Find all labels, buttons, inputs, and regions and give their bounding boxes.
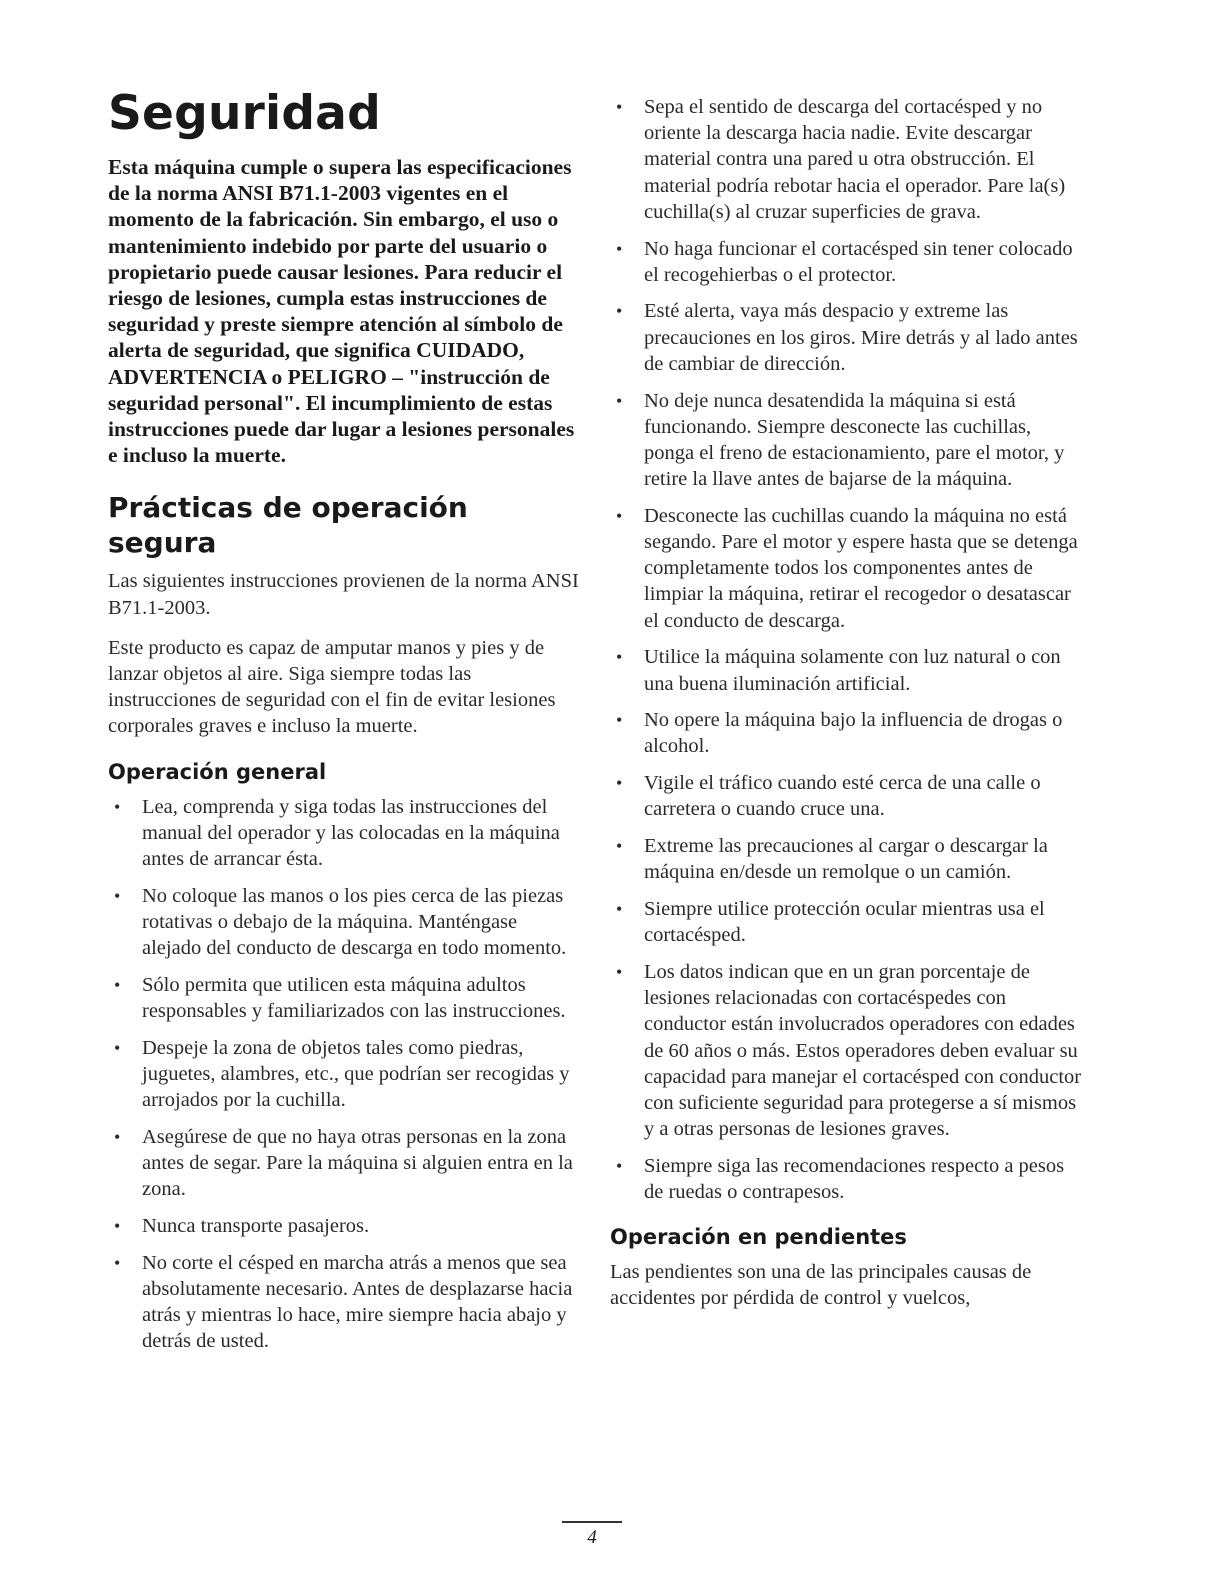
bullet-icon: • (616, 836, 623, 857)
bullet-icon: • (616, 773, 623, 794)
list-item (610, 298, 1086, 377)
list-item-text: Lea, comprenda y siga todas las instrucciones del manual del operador y las colocadas en la máquina antes de arrancar ésta. (142, 795, 560, 871)
subsection-title-general: Operación general (108, 759, 327, 784)
bullet-icon: • (616, 238, 623, 259)
bullet-icon: • (616, 710, 623, 731)
intro-text-4: – "instrucción de seguridad personal". El incumplimiento de estas instrucciones puede dar lugar a lesiones personales e incluso la muerte. (108, 364, 575, 468)
bullet-icon: • (616, 647, 623, 668)
section-title: Prácticas de operación segura (108, 491, 468, 560)
right-column (610, 94, 1086, 1326)
list-item (610, 959, 1086, 1142)
bullet-icon: • (616, 390, 623, 411)
list-item-text: Desconecte las cuchillas cuando la máquina no está segando. Pare el motor y espere hasta que se detenga completamente todos los componentes antes de limpiar la máquina, retirar el recogedor o desatascar el conducto de descarga. (644, 504, 1078, 632)
bullet-icon: • (114, 1037, 121, 1058)
list-item-text: Sepa el sentido de descarga del cortacésped y no oriente la descarga hacia nadie. Evite descargar material contra una pared u otra obstrucción. El material podría rebotar hacia el operador. Pare la(s) cuchilla(s) al cruzar superficies de grava. (644, 96, 1066, 223)
general-operation-list (108, 794, 580, 1355)
bullet-icon: • (114, 1216, 121, 1236)
bullet-icon: • (616, 898, 623, 919)
bullet-icon: • (616, 1155, 623, 1176)
list-item (610, 896, 1086, 948)
list-item (108, 1035, 580, 1114)
subsection-title-slopes: Operación en pendientes (610, 1225, 907, 1250)
bullet-icon: • (616, 97, 623, 117)
list-item (610, 388, 1086, 493)
standard-paragraph: Las siguientes instrucciones provienen de la norma ANSI B71.1-2003. (108, 570, 579, 619)
list-item (108, 883, 580, 962)
intro-signal-words-2: PELIGRO (287, 364, 387, 389)
list-item-text: Siempre utilice protección ocular mientras usa el cortacésped. (644, 897, 1045, 947)
list-item-text: Vigile el tráfico cuando esté cerca de una calle o carretera o cuando cruce una. (644, 772, 1041, 821)
bullet-icon: • (616, 961, 623, 982)
list-item (610, 833, 1086, 885)
list-item-text: Esté alerta, vaya más despacio y extreme las precauciones en los giros. Mire detrás y al lado antes de cambiar de dirección. (644, 300, 1078, 375)
list-item (108, 1213, 580, 1239)
page-number: 4 (587, 1527, 597, 1548)
list-item (610, 707, 1086, 759)
list-item-text: Nunca transporte pasajeros. (142, 1215, 370, 1237)
list-item-text: Sólo permita que utilicen esta máquina adultos responsables y familiarizados con las instrucciones. (142, 973, 566, 1023)
list-item-text: No deje nunca desatendida la máquina si está funcionando. Siempre desconecte las cuchillas, ponga el freno de estacionamiento, pare el motor, y retire la llave antes de bajarse de la máquina. (644, 389, 1065, 491)
intro-paragraph (108, 154, 580, 468)
warning-paragraph: Este producto es capaz de amputar manos y pies y de lanzar objetos al aire. Siga siempre todas las instrucciones de seguridad con el fin de evitar lesiones corporales graves e incluso la muerte. (108, 636, 556, 738)
list-item-text: No corte el césped en marcha atrás a menos que sea absolutamente necesario. Antes de desplazarse hacia atrás y mientras lo hace, mire siempre hacia abajo y detrás de usted. (142, 1251, 573, 1353)
bullet-icon: • (114, 885, 121, 906)
list-item (108, 972, 580, 1024)
list-item-text: Utilice la máquina solamente con luz natural o con una buena iluminación artificial. (644, 646, 1061, 695)
intro-standard: ANSI B71.1-2003 (222, 181, 381, 206)
left-column (108, 86, 580, 1365)
list-item (108, 1124, 580, 1203)
list-item (610, 644, 1086, 696)
list-item-text: Asegúrese de que no haya otras personas en la zona antes de segar. Pare la máquina si alguien entra en la zona. (142, 1125, 573, 1201)
bullet-icon: • (114, 1126, 121, 1147)
list-item-text: No opere la máquina bajo la influencia de drogas o alcohol. (644, 709, 1063, 758)
bullet-icon: • (616, 301, 623, 322)
intro-signal-words-1: CUIDADO, ADVERTENCIA (108, 338, 525, 389)
list-item-text: Extreme las precauciones al cargar o descargar la máquina en/desde un remolque o un camión. (644, 835, 1048, 884)
bullet-icon: • (114, 796, 121, 817)
page-title: Seguridad (108, 86, 381, 141)
list-item-text: Despeje la zona de objetos tales como piedras, juguetes, alambres, etc., que podrían ser recogidas y arrojados por la cuchilla. (142, 1036, 570, 1112)
bullet-icon: • (114, 974, 121, 995)
intro-text-2: vigentes en el momento de la fabricación. Sin embargo, el uso o mantenimiento indebido por parte del usuario o propietario puede causar lesiones. Para reducir el riesgo de lesiones, cumpla estas instrucciones de seguridad y preste siempre atención al símbolo de alerta de seguridad, que significa (108, 181, 563, 363)
list-item-text: Los datos indican que en un gran porcentaje de lesiones relacionadas con cortacéspedes con conductor están involucrados operadores con edades de 60 años o más. Estos operadores deben evaluar su capacidad para manejar el cortacésped con conductor con suficiente seguridad para protegerse a sí mismos y a otras personas de lesiones graves. (644, 960, 1082, 1141)
intro-text-3: o (266, 364, 288, 389)
list-item-text: No coloque las manos o los pies cerca de las piezas rotativas o debajo de la máquina. Manténgase alejado del conducto de descarga en todo momento. (142, 884, 567, 960)
list-item-text: Siempre siga las recomendaciones respecto a pesos de ruedas o contrapesos. (644, 1154, 1065, 1204)
bullet-icon: • (616, 505, 623, 526)
general-operation-list-continued (610, 94, 1086, 1205)
list-item (108, 794, 580, 873)
intro-text-1: Esta máquina cumple o supera las especificaciones de la norma (108, 155, 572, 206)
slopes-paragraph: Las pendientes son una de las principales causas de accidentes por pérdida de control y vuelcos, (610, 1261, 1032, 1310)
list-item (108, 1250, 580, 1355)
list-item (610, 503, 1086, 634)
list-item-text: No haga funcionar el cortacésped sin tener colocado el recogehierbas o el protector. (644, 237, 1073, 286)
footer-divider (562, 1521, 622, 1523)
list-item (610, 770, 1086, 822)
bullet-icon: • (114, 1252, 121, 1273)
list-item (610, 94, 1086, 225)
list-item (610, 236, 1086, 288)
list-item (610, 1153, 1086, 1205)
